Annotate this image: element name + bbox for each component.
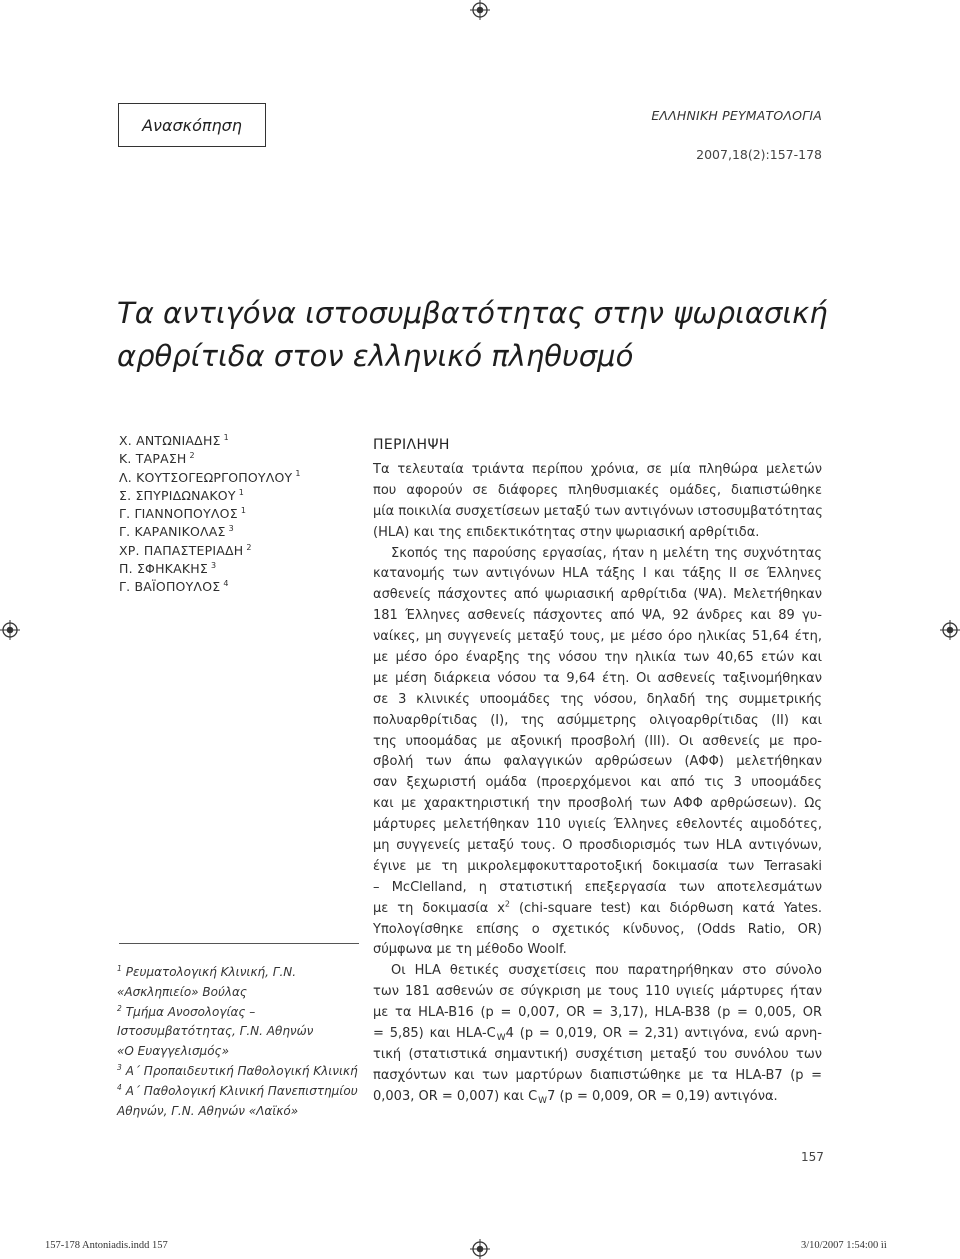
abstract-line: με μέση διάρκεια νόσου τα 9,64 έτη. Οι ασθενείς ταξινομήθηκαν xyxy=(373,670,822,686)
abstract-line: και με χαρακτηριστική την προσβολή των ΑΦΦ αρθρώσεων). Ως xyxy=(373,796,822,812)
footnote-line: $^1$ Ρευματολογική Κλινική, Γ.Ν. xyxy=(117,964,297,979)
abstract-line: (HLA) και της επιδεκτικότητας στην ψωριασική αρθρίτιδα. xyxy=(373,524,760,540)
abstract-line: πασχόντων και των μαρτύρων διαπιστώθηκε με τα HLA-B7 (p = xyxy=(373,1067,822,1083)
abstract-line: Σκοπός της παρούσης εργασίας, ήταν η μελέτη της συχνότητας xyxy=(391,545,822,561)
author: ΧΡ. ΠΑΠΑΣΤΕΡΙΑΔΗ $^2$ xyxy=(119,542,252,558)
article-title xyxy=(117,292,837,378)
registration-mark-left xyxy=(0,620,20,640)
registration-mark-right xyxy=(940,620,960,640)
footnote-divider xyxy=(119,943,359,944)
abstract-line: μη συγγενείς μεταξύ τους. Ο προσδιορισμός των HLA αντιγόνων, xyxy=(373,838,822,854)
abstract-line: 181 Έλληνες ασθενείς πάσχοντες από ΨΑ, 92 άνδρες και 89 γυ- xyxy=(373,608,822,624)
print-slug-file: 157-178 Antoniadis.indd 157 xyxy=(45,1240,168,1251)
footnote-line: Αθηνών, Γ.Ν. Αθηνών «Λαϊκό» xyxy=(117,1103,299,1118)
abstract-line: ασθενείς πάσχοντες από ψωριασική αρθρίτιδα (ΨΑ). Μελετήθηκαν xyxy=(373,587,822,603)
author: Π. ΣΦΗΚΑΚΗΣ $^3$ xyxy=(119,560,217,577)
abstract-line: Υπολογίσθηκε επίσης ο σχετικός κίνδυνος, (Odds Ratio, OR) xyxy=(373,921,822,937)
abstract-line: με τα HLA-B16 (p = 0,007, OR = 3,17), HLA-B38 (p = 0,005, OR xyxy=(373,1005,822,1021)
abstract-line: με τη δοκιμασία $x^2$ (chi-square test) και διόρθωση κατά Yates. xyxy=(373,899,822,916)
author: Γ. ΚΑΡΑΝΙΚΟΛΑΣ $^3$ xyxy=(119,524,234,540)
author: Κ. ΤΑΡΑΣΗ $^2$ xyxy=(119,451,195,467)
abstract-line: – McClelland, η στατιστική επεξεργασία των αποτελεσμάτων xyxy=(373,879,822,895)
section-label-box xyxy=(118,103,266,147)
citation: 2007,18(2):157-178 xyxy=(696,147,822,162)
author: Σ. ΣΠΥΡΙΔΩΝΑΚΟΥ $^1$ xyxy=(119,487,244,503)
abstract-line: 0,003, OR = 0,007) και $C_W7$ (p = 0,009, OR = 0,19) αντιγόνα. xyxy=(373,1088,778,1106)
abstract-line: Οι HLA θετικές συσχετίσεις που παρατηρήθηκαν στο σύνολο xyxy=(391,963,822,979)
abstract-body xyxy=(373,460,822,1108)
abstract-line: σβολή των άπω φαλαγγικών αρθρώσεων (ΑΦΦ) μελετήθηκαν xyxy=(373,754,822,770)
abstract-line: των 181 ασθενών σε σύγκριση με τους 110 υγιείς μάρτυρες ήταν xyxy=(373,984,822,1000)
abstract-line: πολυαρθρίτιδας (Ι), της ασύμμετρης ολιγοαρθρίτιδας (ΙΙ) και xyxy=(373,712,822,728)
abstract-line: ναίκες, μη συγγενείς μεταξύ τους, με μέσο όρο ηλικίας 51,64 έτη, xyxy=(373,629,822,645)
author: Γ. ΓΙΑΝΝΟΠΟΥΛΟΣ $^1$ xyxy=(119,506,247,522)
abstract-line: με μέσο όρο έναρξης της νόσου την ηλικία των 40,65 ετών και xyxy=(373,650,822,666)
page-number: 157 xyxy=(801,1150,824,1164)
abstract-line: της υποομάδας με αξονική προσβολή (ΙΙΙ). Οι ασθενείς με προ- xyxy=(373,733,822,749)
abstract-line: Τα τελευταία τριάντα περίπου χρόνια, σε μία πληθώρα μελετών xyxy=(373,462,822,477)
author: Χ. ΑΝΤΩΝΙΑΔΗΣ $^1$ xyxy=(119,432,229,448)
title-line-1: Τα αντιγόνα ιστοσυμβατότητας στην ψωριασική xyxy=(117,296,828,330)
footnote-line: Ιστοσυμβατότητας, Γ.Ν. Αθηνών xyxy=(117,1024,314,1039)
abstract-line: κατανομής των αντιγόνων HLA τάξης Ι και τάξης ΙΙ σε Έλληνες xyxy=(373,566,822,582)
author: Γ. ΒΑΪΟΠΟΥΛΟΣ $^4$ xyxy=(119,579,229,595)
footnote-line: $^2$ Τμήμα Ανοσολογίας – xyxy=(117,1003,256,1019)
author-list xyxy=(119,432,301,597)
footnote-line: $^3$ Α΄ Προπαιδευτική Παθολογική Κλινική xyxy=(117,1062,358,1078)
author: Λ. ΚΟΥΤΣΟΓΕΩΡΓΟΠΟΥΛΟΥ $^1$ xyxy=(119,469,301,485)
abstract-line: τική (στατιστικά σημαντική) συσχέτιση μεταξύ του συνόλου των xyxy=(373,1046,822,1062)
footnote-line: «Ο Ευαγγελισμός» xyxy=(117,1044,229,1059)
section-label: Ανασκόπηση xyxy=(142,115,242,135)
print-slug-timestamp: 3/10/2007 1:54:00 ìì xyxy=(801,1240,887,1251)
abstract-line: έγινε με τη μικρολεμφοκυτταροτοξική δοκιμασία των Terrasaki xyxy=(373,858,822,874)
abstract-heading: ΠΕΡΙΛΗΨΗ xyxy=(373,437,450,453)
title-line-2: αρθρίτιδα στον ελληνικό πληθυσμό xyxy=(117,339,634,373)
registration-mark-top xyxy=(470,0,490,20)
abstract-line: σε 3 κλινικές υποομάδες της νόσου, δηλαδή της συμμετρικής xyxy=(373,691,822,707)
abstract-line: που αφορούν σε διάφορες πληθυσμιακές ομάδες, διαπιστώθηκε xyxy=(373,482,822,498)
registration-mark-bottom xyxy=(470,1239,490,1259)
footnote-line: $^4$ Α΄ Παθολογική Κλινική Πανεπιστημίου xyxy=(117,1082,358,1098)
abstract-line: μία ποικιλία συσχετίσεων μεταξύ των αντιγόνων ιστοσυμβατότητας xyxy=(373,503,823,519)
journal-name: ΕΛΛΗΝΙΚΗ ΡΕΥΜΑΤΟΛΟΓΙΑ xyxy=(651,108,822,123)
abstract-line: σύμφωνα με τη μέθοδο Woolf. xyxy=(373,942,567,958)
abstract-line: μάρτυρες μελετήθηκαν 110 υγιείς Έλληνες εθελοντές αιμοδότες, xyxy=(373,817,822,833)
affiliation-footnotes xyxy=(117,963,367,1121)
abstract-line: = 5,85) και HLA-$C_W4$ (p = 0,019, OR = 2,31) αντιγόνα, ενώ αρνη- xyxy=(373,1026,822,1044)
abstract-line: σαν ξεχωριστή ομάδα (προερχόμενοι και από τις 3 υποομάδες xyxy=(373,775,822,791)
footnote-line: «Ασκληπιείο» Βούλας xyxy=(117,984,247,999)
